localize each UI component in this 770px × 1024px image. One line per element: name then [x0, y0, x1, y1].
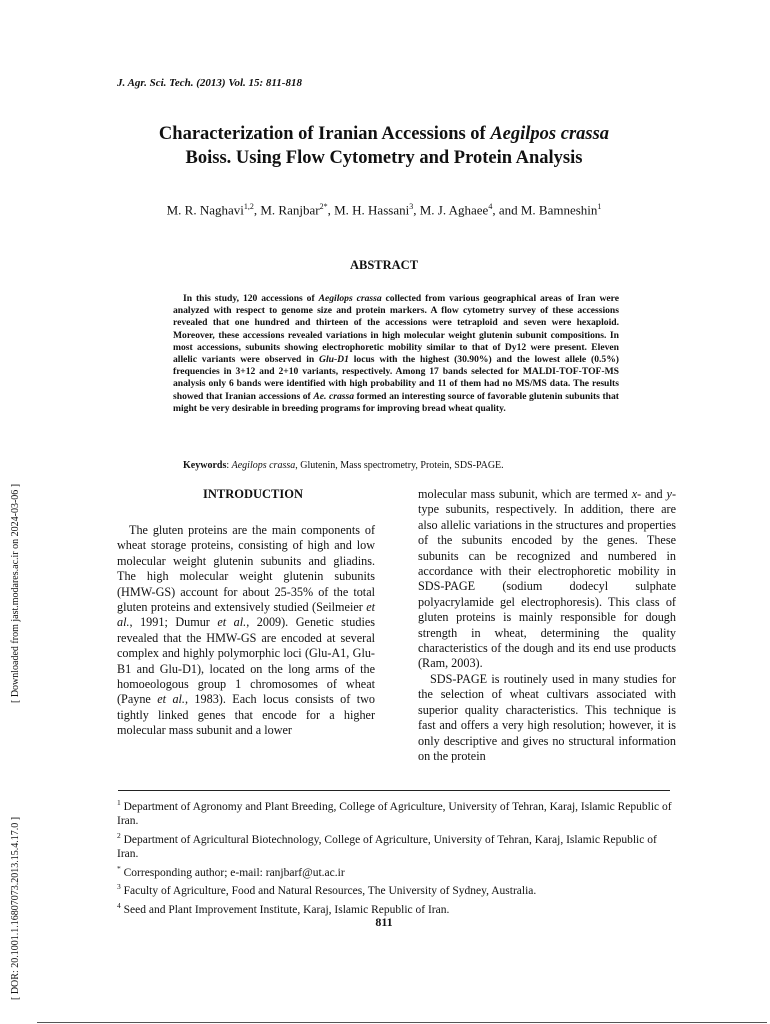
- body-text: and: [641, 487, 667, 501]
- abstract-text: locus with the highest (30.90%) and the lowest allele (0.5%) frequencies in 3+12 and 2+10 variants, respectively. Among 17 bands selected for MALDI-TOF-TOF-MS analysis only 6 bands were identified with high probability and 11 of them had no MS/MS data. The results showed that Iranian accessions of: [173, 354, 619, 402]
- author: M. H. Hassani: [334, 202, 410, 218]
- bottom-divider: [37, 1022, 767, 1023]
- keywords-text: , Glutenin, Mass spectrometry, Protein, SDS-PAGE.: [295, 460, 504, 471]
- title-text-line2: Boiss. Using Flow Cytometry and Protein Analysis: [185, 148, 583, 168]
- title-text: Characterization of Iranian Accessions of: [158, 124, 491, 144]
- page-number: 811: [375, 915, 393, 929]
- abstract-heading: ABSTRACT: [349, 258, 419, 272]
- footnote-marker: 3: [117, 882, 121, 892]
- body-italic: et al.: [217, 615, 247, 630]
- dor-stamp: [ DOR: 20.1001.1.16807073.2013.15.4.17.0 ]: [10, 816, 21, 1000]
- footnote-text: Department of Agronomy and Plant Breeding, College of Agriculture, University of Tehran, Karaj, Islamic Republic of Iran.: [117, 800, 672, 828]
- author-separator: ,: [327, 202, 335, 218]
- footnotes: [117, 796, 677, 917]
- author: M. R. Naghavi: [166, 202, 244, 218]
- abstract-italic: Aegilops crassa: [318, 293, 382, 304]
- footnote-marker: 4: [117, 900, 121, 910]
- author-separator: ,: [253, 202, 261, 218]
- title-species: Aegilpos crassa: [490, 124, 610, 144]
- intro-left-column: [117, 523, 375, 739]
- introduction-heading: INTRODUCTION: [202, 487, 303, 501]
- author-separator: , and: [492, 202, 521, 218]
- author-list: [100, 202, 668, 218]
- author: M. Bamneshin: [520, 202, 598, 218]
- body-italic: et al.: [157, 692, 185, 707]
- footnote: [117, 862, 677, 880]
- body-italic: y: [666, 487, 672, 501]
- author-affiliation: 1: [597, 202, 602, 211]
- footnote-text: Faculty of Agriculture, Food and Natural Resources, The University of Sydney, Australia.: [120, 885, 537, 898]
- download-stamp: [ Downloaded from jast.modares.ac.ir on 2024-03-06 ]: [10, 483, 21, 703]
- intro-paragraph: [418, 487, 676, 672]
- footnote-divider: [118, 790, 670, 791]
- author-affiliation: 4: [488, 202, 493, 211]
- body-text: , 2009). Genetic studies revealed that the HMW-GS are encoded at several complex and highly polymorphic loci (Glu-A1, Glu-B1 and Glu-D1), located on the long arms of the homoeologous group 1 chromosomes of wheat (Payne: [117, 615, 375, 707]
- footnote-text: Seed and Plant Improvement Institute, Karaj, Islamic Republic of Iran.: [120, 903, 450, 916]
- paper-title: [100, 122, 668, 170]
- footnote: [117, 829, 677, 862]
- footnote: [117, 880, 677, 898]
- author: M. Ranjbar: [260, 202, 320, 218]
- keywords: Keywords: Aegilops crassa, Glutenin, Mass spectrometry, Protein, SDS-PAGE.: [183, 460, 504, 471]
- body-text: , 1983). Each locus consists of two tightly linked genes that encode for a higher molecular mass subunit and a lower: [117, 692, 375, 738]
- footnote-text: Department of Agricultural Biotechnology, College of Agriculture, University of Tehran, Karaj, Islamic Republic of Iran.: [117, 833, 657, 861]
- footnote-text: Corresponding author; e-mail: ranjbarf@ut.ac.ir: [120, 866, 345, 879]
- abstract-text: In this study, 120 accessions of: [183, 293, 319, 304]
- author-separator: ,: [413, 202, 420, 218]
- intro-paragraph: [418, 672, 676, 764]
- author-affiliation: 2*: [319, 202, 328, 211]
- footnote-marker: *: [117, 864, 121, 874]
- body-italic: et al.: [117, 600, 375, 630]
- journal-citation: J. Agr. Sci. Tech. (2013) Vol. 15: 811-818: [117, 77, 302, 89]
- intro-right-column: [418, 487, 676, 764]
- abstract-text: formed an interesting source of favorable glutenin subunits that might be very desirable in breeding programs for improving bread wheat quality.: [173, 390, 620, 414]
- body-text: -type subunits, respectively. In addition, there are also allelic variations in the structures and properties of the subunits encoded by the genes. These subunits can be recognized and numbered in accordance with their electrophoretic mobility in SDS-PAGE (sodium dodecyl sulphate polyacrylamide gel electrophoresis). This class of gluten proteins is mainly responsible for dough strength in wheat, determining the quality characteristics of the dough and its end use products (Ram, 2003).: [418, 487, 676, 671]
- footnote-marker: 1: [117, 798, 121, 807]
- author-affiliation: 1,2: [243, 202, 254, 211]
- abstract-italic: Glu-D1: [319, 354, 349, 366]
- author: M. J. Aghaee: [419, 202, 489, 218]
- body-text: SDS-PAGE is routinely used in many studies for the selection of wheat cultivars associated with superior quality characteristics. This technique is fast and offers a very high resolution; however, it is only descriptive and gives no structural information on the protein: [418, 671, 676, 763]
- intro-paragraph: [117, 523, 375, 739]
- abstract-body: [173, 293, 619, 415]
- body-text: molecular mass subunit, which are termed: [418, 487, 632, 501]
- body-text: , 1991; Dumur: [129, 615, 218, 630]
- abstract-text: collected from various geographical areas of Iran were analyzed with respect to genome size and protein markers. A flow cytometry survey of these accessions revealed that one hundred and thirteen of the accessions were tetraploid and seven were hexaploid. Moreover, these accessions revealed variations in high molecular weight glutenin subunit compositions. In most accessions, subunits showing electrophoretic mobility similar to that of Dy12 were present. Eleven allelic variants were observed in: [173, 293, 619, 366]
- abstract-italic: Ae. crassa: [313, 390, 355, 402]
- body-italic: x-: [631, 487, 642, 501]
- author-affiliation: 3: [409, 202, 414, 211]
- footnote-marker: 2: [117, 831, 121, 841]
- footnote: [117, 796, 677, 829]
- keywords-italic: Aegilops crassa: [231, 460, 296, 471]
- keywords-label: Keywords: [183, 460, 227, 471]
- body-text: The gluten proteins are the main components of wheat storage proteins, consisting of high and low molecular weight glutenin subunits and gliadins. The high molecular weight glutenin subunits (HMW-GS) account for about 25-35% of the total gluten proteins and extensively studied (Seilmeier: [117, 523, 375, 615]
